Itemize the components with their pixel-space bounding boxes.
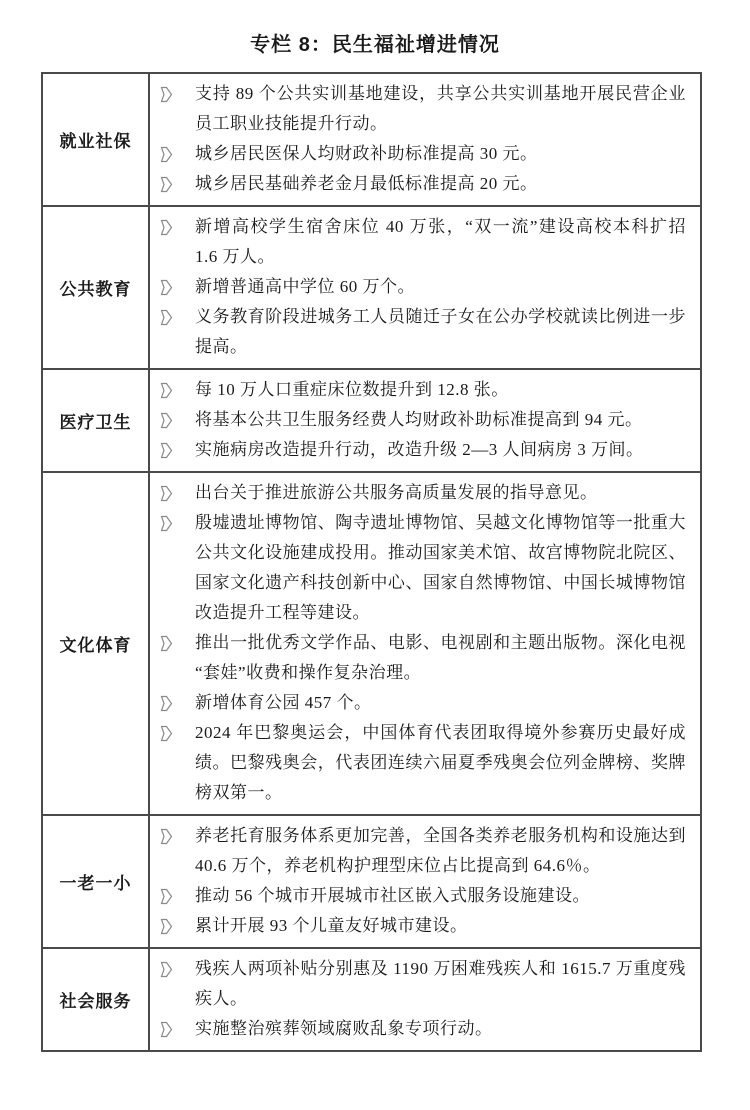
- right-arrow-icon: [160, 1021, 173, 1038]
- items-cell: [149, 815, 701, 948]
- list-item: [160, 1014, 686, 1044]
- items-cell: [149, 369, 701, 472]
- list-item: [160, 79, 686, 139]
- list-item: [160, 508, 686, 628]
- list-item: [160, 302, 686, 362]
- right-arrow-icon: [160, 485, 173, 502]
- list-item: [160, 688, 686, 718]
- list-item: [160, 139, 686, 169]
- category-label: 公共教育: [42, 206, 149, 369]
- item-text: 将基本公共卫生服务经费人均财政补助标准提高到 94 元。: [195, 410, 643, 429]
- list-item: [160, 375, 686, 405]
- list-item: [160, 435, 686, 465]
- items-cell: [149, 73, 701, 206]
- item-text: 新增体育公园 457 个。: [195, 693, 372, 712]
- right-arrow-icon: [160, 635, 173, 652]
- item-text: 新增普通高中学位 60 万个。: [195, 277, 415, 296]
- list-item: [160, 881, 686, 911]
- list-item: [160, 212, 686, 272]
- welfare-table: [41, 72, 702, 1052]
- list-item: [160, 628, 686, 688]
- category-label: 社会服务: [42, 948, 149, 1051]
- right-arrow-icon: [160, 412, 173, 429]
- right-arrow-icon: [160, 695, 173, 712]
- table-row: [42, 369, 701, 472]
- right-arrow-icon: [160, 515, 173, 532]
- table-row: [42, 948, 701, 1051]
- right-arrow-icon: [160, 309, 173, 326]
- list-item: [160, 718, 686, 808]
- item-text: 城乡居民医保人均财政补助标准提高 30 元。: [195, 144, 538, 163]
- item-text: 每 10 万人口重症床位数提升到 12.8 张。: [195, 380, 509, 399]
- item-text: 城乡居民基础养老金月最低标准提高 20 元。: [195, 174, 538, 193]
- list-item: [160, 911, 686, 941]
- right-arrow-icon: [160, 961, 173, 978]
- right-arrow-icon: [160, 828, 173, 845]
- right-arrow-icon: [160, 382, 173, 399]
- list-item: [160, 821, 686, 881]
- item-text: 支持 89 个公共实训基地建设，共享公共实训基地开展民营企业员工职业技能提升行动。: [195, 84, 686, 133]
- items-cell: [149, 948, 701, 1051]
- right-arrow-icon: [160, 176, 173, 193]
- table-body: [42, 73, 701, 1051]
- page-title: 专栏 8：民生福祉增进情况: [250, 34, 500, 56]
- right-arrow-icon: [160, 725, 173, 742]
- list-item: [160, 954, 686, 1014]
- right-arrow-icon: [160, 219, 173, 236]
- item-text: 推动 56 个城市开展城市社区嵌入式服务设施建设。: [195, 886, 590, 905]
- list-item: [160, 272, 686, 302]
- table-row: [42, 73, 701, 206]
- item-text: 2024 年巴黎奥运会，中国体育代表团取得境外参赛历史最好成绩。巴黎残奥会，代表团连续六届夏季残奥会位列金牌榜、奖牌榜双第一。: [195, 723, 686, 802]
- item-text: 实施病房改造提升行动，改造升级 2—3 人间病房 3 万间。: [195, 440, 644, 459]
- list-item: [160, 478, 686, 508]
- items-cell: [149, 206, 701, 369]
- table-row: [42, 472, 701, 815]
- item-text: 养老托育服务体系更加完善，全国各类养老服务机构和设施达到 40.6 万个，养老机构护理型床位占比提高到 64.6％。: [195, 826, 686, 875]
- category-label: 就业社保: [42, 73, 149, 206]
- right-arrow-icon: [160, 86, 173, 103]
- item-text: 新增高校学生宿舍床位 40 万张，“双一流”建设高校本科扩招 1.6 万人。: [195, 217, 686, 266]
- table-row: [42, 206, 701, 369]
- right-arrow-icon: [160, 146, 173, 163]
- list-item: [160, 169, 686, 199]
- items-cell: [149, 472, 701, 815]
- item-text: 义务教育阶段进城务工人员随迁子女在公办学校就读比例进一步提高。: [195, 307, 686, 356]
- item-text: 出台关于推进旅游公共服务高质量发展的指导意见。: [195, 483, 598, 502]
- right-arrow-icon: [160, 918, 173, 935]
- item-text: 残疾人两项补贴分别惠及 1190 万困难残疾人和 1615.7 万重度残疾人。: [195, 959, 686, 1008]
- item-text: 推出一批优秀文学作品、电影、电视剧和主题出版物。深化电视“套娃”收费和操作复杂治理。: [195, 633, 686, 682]
- right-arrow-icon: [160, 888, 173, 905]
- list-item: [160, 405, 686, 435]
- category-label: 文化体育: [42, 472, 149, 815]
- category-label: 医疗卫生: [42, 369, 149, 472]
- item-text: 累计开展 93 个儿童友好城市建设。: [195, 916, 468, 935]
- right-arrow-icon: [160, 442, 173, 459]
- item-text: 殷墟遗址博物馆、陶寺遗址博物馆、吴越文化博物馆等一批重大公共文化设施建成投用。推动国家美术馆、故宫博物院北院区、国家文化遗产科技创新中心、国家自然博物馆、中国长城博物馆改造提升工程等建设。: [195, 513, 686, 622]
- category-label: 一老一小: [42, 815, 149, 948]
- item-text: 实施整治殡葬领域腐败乱象专项行动。: [195, 1019, 493, 1038]
- right-arrow-icon: [160, 279, 173, 296]
- table-row: [42, 815, 701, 948]
